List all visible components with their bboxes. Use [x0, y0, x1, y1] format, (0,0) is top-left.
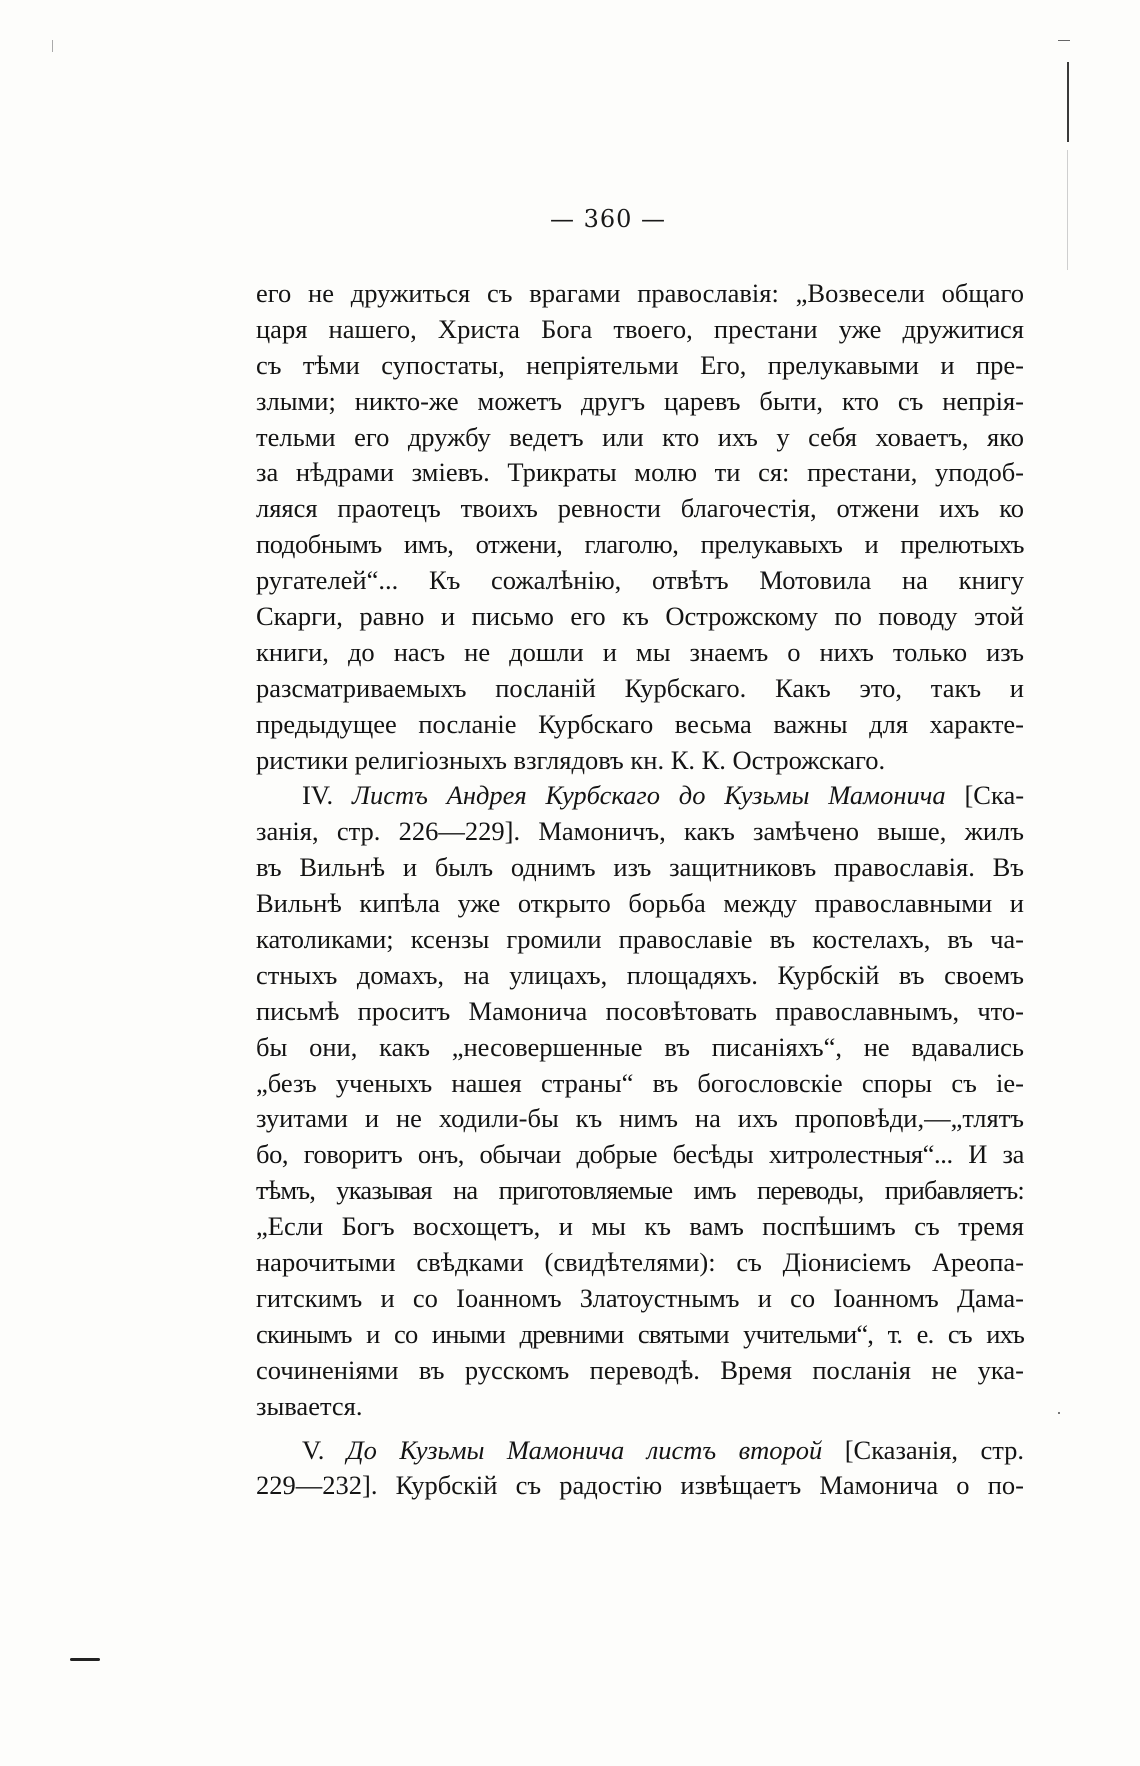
text-line: книги, до насъ не дошли и мы знаемъ о нихъ только изъ — [256, 636, 1024, 667]
section-5-numeral: V. — [302, 1434, 325, 1465]
text-line: ристики религіозныхъ взглядовъ кн. К. К. Острожскаго. — [256, 744, 886, 775]
text-line: разсматриваемыхъ посланій Курбскаго. Какъ это, такъ и — [256, 672, 1024, 703]
text-line: зывается. — [256, 1390, 363, 1421]
section-4-citation-start: [Ска- — [964, 780, 1025, 811]
text-line: стныхъ домахъ, на улицахъ, площадяхъ. Курбскій въ своемъ — [256, 959, 1024, 990]
text-line: зуитами и не ходили-бы къ нимъ на ихъ проповѣди,—„тлятъ — [256, 1103, 1024, 1134]
text-line: тельми его дружбу ведетъ или кто ихъ у себя ховаетъ, яко — [256, 421, 1024, 452]
text-line: ляяся праотецъ твоихъ ревности благочестія, отжени ихъ ко — [256, 493, 1024, 524]
scan-mark-right-tick — [1058, 40, 1070, 41]
text-line: „безъ ученыхъ нашея страны“ въ богословскіе споры съ іе- — [256, 1067, 1024, 1098]
text-line: Скарги, равно и письмо его къ Острожскому по поводу этой — [256, 601, 1024, 632]
text-line: съ тѣми супостаты, непріятельми Его, прелукавыми и пре- — [256, 349, 1024, 380]
text-line: въ Вильнѣ и былъ однимъ изъ защитниковъ православія. Въ — [256, 852, 1024, 883]
scan-mark-left — [52, 40, 53, 52]
scan-mark-right-line — [1067, 62, 1069, 142]
text-line: письмѣ проситъ Мамонича посовѣтовать православнымъ, что- — [256, 995, 1024, 1026]
text-line: тѣмъ, указывая на приготовляемые имъ переводы, прибавляетъ: — [256, 1175, 1024, 1206]
text-line: подобнымъ имъ, отжени, глаголю, прелукавыхъ и прелютыхъ — [256, 529, 1024, 560]
text-line: сочиненіями въ русскомъ переводѣ. Время посланія не ука- — [256, 1354, 1024, 1385]
section-5-title: До Кузьмы Мамонича листъ второй — [346, 1434, 823, 1465]
text-line: 229—232]. Курбскій съ радостію извѣщаетъ Мамонича о по- — [256, 1470, 1024, 1501]
section-4-title: Листъ Андрея Курбскаго до Кузьмы Мамонича — [352, 780, 946, 811]
text-line: предыдущее посланіе Курбскаго весьма важны для характе- — [256, 708, 1024, 739]
text-line: бы они, какъ „несовершенные въ писаніяхъ“, не вдавались — [256, 1031, 1024, 1062]
text-line: нарочитыми свѣдками (свидѣтелями): съ Діонисіемъ Ареопа- — [256, 1247, 1024, 1278]
paragraph-gap — [256, 1425, 1024, 1433]
section-4-heading-line — [256, 778, 1024, 814]
text-line: за нѣдрами зміевъ. Трикраты молю ти ся: престани, уподоб- — [256, 457, 1024, 488]
text-line: ругателей“... Къ сожалѣнію, отвѣтъ Мотовила на книгу — [256, 565, 1024, 596]
scan-mark-bottom-dash — [70, 1658, 100, 1661]
text-line: занія, стр. 226—229]. Мамоничъ, какъ замѣчено выше, жилъ — [256, 816, 1024, 847]
scan-mark-dot — [1058, 1412, 1060, 1414]
text-line: гитскимъ и со Іоанномъ Златоустнымъ и со Іоанномъ Дама- — [256, 1282, 1024, 1313]
section-5-heading-line — [256, 1433, 1024, 1469]
text-line: „Если Богъ восхощетъ, и мы къ вамъ поспѣшимъ съ тремя — [256, 1211, 1024, 1242]
section-5-citation-start: [Сказанія, стр. — [844, 1434, 1024, 1465]
text-line: бо, говоритъ онъ, обычаи добрые бесѣды хитролестныя“... И за — [256, 1139, 1024, 1170]
text-line: скинымъ и со иными древними святыми учительми“, т. е. съ ихъ — [256, 1318, 1024, 1349]
text-line: злыми; никто-же можетъ другъ царевъ быти, кто съ непрія- — [256, 385, 1024, 416]
page-number: — 360 — — [549, 205, 667, 233]
body-text — [256, 276, 1024, 1504]
section-4-numeral: IV. — [302, 780, 334, 811]
text-line: католиками; ксензы громили православіе въ костелахъ, въ ча- — [256, 924, 1024, 955]
text-line: Вильнѣ кипѣла уже открыто борьба между православными и — [256, 888, 1024, 919]
text-line: царя нашего, Христа Бога твоего, престани уже дружитися — [256, 313, 1024, 344]
text-line: его не дружиться съ врагами православія: „Возвесели общаго — [256, 278, 1024, 308]
